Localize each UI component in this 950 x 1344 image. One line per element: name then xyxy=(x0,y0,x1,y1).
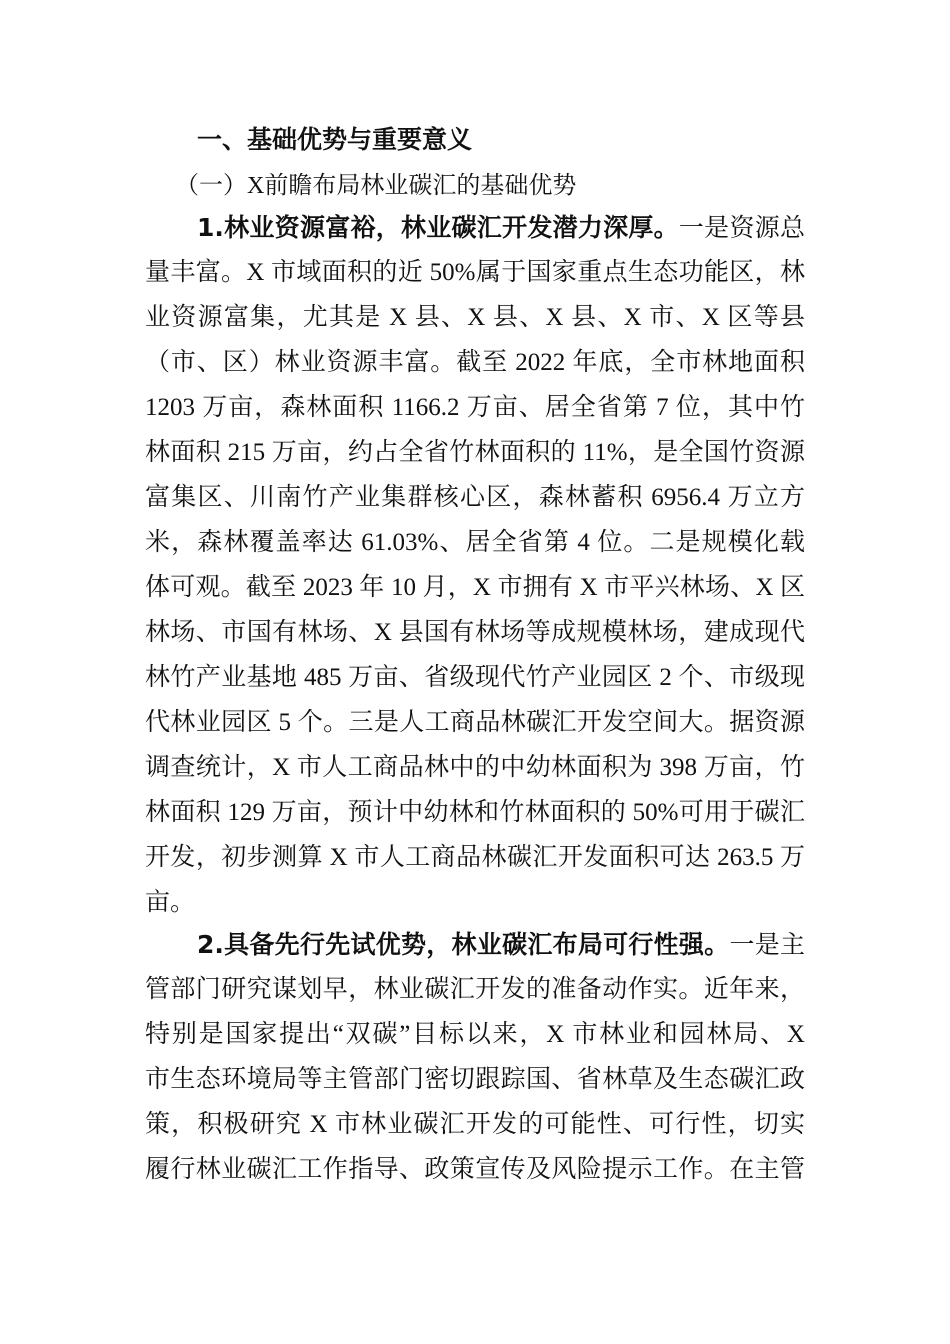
paragraph-lead-bold: 2.具备先行先试优势，林业碳汇布局可行性强。 xyxy=(197,930,730,959)
paragraph-line xyxy=(145,922,805,967)
paragraph-pilot-advantage xyxy=(145,922,805,1192)
paragraph-line: 市生态环境局等主管部门密切跟踪国、省林草及生态碳汇政 xyxy=(145,1066,805,1093)
paragraph-line: 林面积 129 万亩，预计中幼林和竹林面积的 50%可用于碳汇 xyxy=(145,799,805,826)
paragraph-line: 特别是国家提出“双碳”目标以来，X 市林业和园林局、X xyxy=(145,1021,805,1048)
paragraph-line: 管部门研究谋划早，林业碳汇开发的准备动作实。近年来， xyxy=(145,976,805,1003)
paragraph-resources xyxy=(145,205,805,925)
paragraph-line: 代林业园区 5 个。三是人工商品林碳汇开发空间大。据资源 xyxy=(145,709,805,736)
paragraph-line: 林场、市国有林场、X 县国有林场等成规模林场，建成现代 xyxy=(145,619,805,646)
paragraph-line: 林竹产业基地 485 万亩、省级现代竹产业园区 2 个、市级现 xyxy=(145,664,805,691)
paragraph-line: 体可观。截至 2023 年 10 月，X 市拥有 X 市平兴林场、X 区 xyxy=(145,574,805,601)
paragraph-text: 一是资源总 xyxy=(678,215,805,242)
paragraph-line: 富集区、川南竹产业集群核心区，森林蓄积 6956.4 万立方 xyxy=(145,484,805,511)
paragraph-text: 一是主 xyxy=(729,932,805,959)
paragraph-line xyxy=(145,205,805,250)
paragraph-line: 履行林业碳汇工作指导、政策宣传及风险提示工作。在主管 xyxy=(145,1156,805,1183)
paragraph-line: （市、区）林业资源丰富。截至 2022 年底，全市林地面积 xyxy=(145,349,805,376)
paragraph-line: 米，森林覆盖率达 61.03%、居全省第 4 位。二是规模化载 xyxy=(145,529,805,556)
section-heading: 一、基础优势与重要意义 xyxy=(197,125,473,154)
paragraph-line: 1203 万亩，森林面积 1166.2 万亩、居全省第 7 位，其中竹 xyxy=(145,394,805,421)
subsection-heading: （一）X前瞻布局林业碳汇的基础优势 xyxy=(175,173,577,199)
paragraph-lead-bold: 1.林业资源富裕，林业碳汇开发潜力深厚。 xyxy=(197,213,679,242)
paragraph-line: 业资源富集，尤其是 X 县、X 县、X 县、X 市、X 区等县 xyxy=(145,304,805,331)
paragraph-line: 开发，初步测算 X 市人工商品林碳汇开发面积可达 263.5 万 xyxy=(145,844,805,871)
paragraph-line: 林面积 215 万亩，约占全省竹林面积的 11%，是全国竹资源 xyxy=(145,439,805,466)
paragraph-line: 调查统计，X 市人工商品林中的中幼林面积为 398 万亩，竹 xyxy=(145,754,805,781)
paragraph-line: 量丰富。X 市域面积的近 50%属于国家重点生态功能区，林 xyxy=(145,259,805,286)
paragraph-line: 策，积极研究 X 市林业碳汇开发的可能性、可行性，切实 xyxy=(145,1111,805,1138)
paragraph-line: 亩。 xyxy=(145,889,196,916)
